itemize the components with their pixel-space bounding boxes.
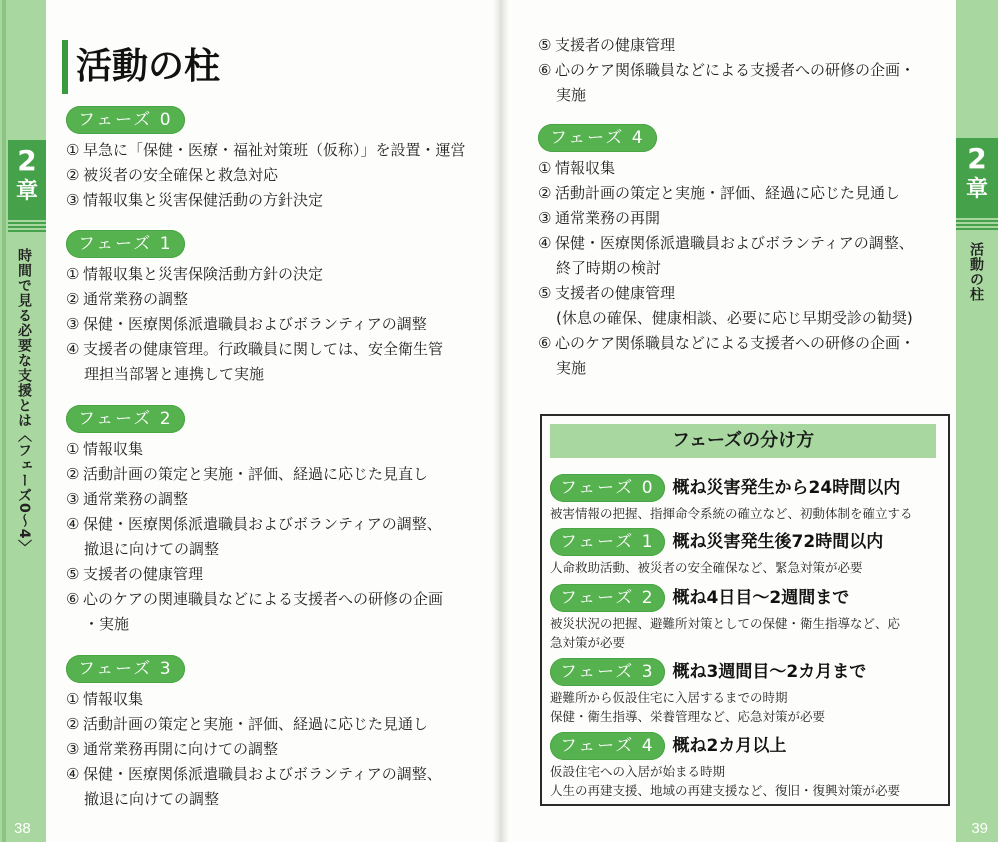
chapter-number: 2 (17, 144, 37, 177)
list-item: ⑥ 心のケア関係職員などによる支援者への研修の企画・ (538, 334, 916, 352)
phase-label: フェーズ 3 (550, 658, 665, 686)
list-item: ② 通常業務の調整 (66, 290, 189, 308)
phase-heading: 概ね4日目〜2週間まで (672, 588, 850, 608)
chapter-divider-left (8, 222, 46, 232)
list-item-continuation: 実施 (556, 359, 587, 377)
phase-items (538, 33, 915, 108)
list-item: ⑥ 心のケア関係職員などによる支援者への研修の企画・ (538, 61, 916, 79)
list-item: ③ 通常業務の調整 (66, 490, 189, 508)
box-phase-4 (550, 732, 900, 800)
list-item: ④ 保健・医療関係派遣職員およびボランティアの調整、 (66, 515, 442, 533)
phase-heading: 概ね災害発生後72時間以内 (672, 532, 884, 552)
list-item: ⑤ 支援者の健康管理 (66, 565, 204, 583)
phase-heading: 概ね2カ月以上 (672, 736, 787, 756)
phase-desc: 仮設住宅への入居が始まる時期 (550, 764, 726, 779)
phase-classification-box (540, 414, 950, 806)
phase-0-section (66, 106, 466, 213)
page-number-right: 39 (971, 820, 988, 837)
phase-label: フェーズ 4 (550, 732, 665, 760)
phase-items (66, 138, 466, 213)
list-item: ② 活動計画の策定と実施・評価、経過に応じた見直し (66, 465, 429, 483)
list-item: ⑥ 心のケアの関連職員などによる支援者への研修の企画 (66, 590, 444, 608)
box-phase-3 (550, 658, 866, 726)
phase-desc: 被災状況の把握、避難所対策としての保健・衛生指導など、応 (550, 616, 901, 631)
phase-heading: 概ね3週間目〜2カ月まで (672, 662, 867, 682)
phase-label: フェーズ 1 (550, 528, 665, 556)
phase-label: フェーズ 2 (550, 584, 665, 612)
page-number-left: 38 (14, 820, 31, 837)
box-phase-2 (550, 584, 900, 652)
list-item-continuation: ・実施 (84, 615, 130, 633)
list-item: ③ 情報収集と災害保健活動の方針決定 (66, 191, 324, 209)
list-item: ② 被災者の安全確保と救急対応 (66, 166, 279, 184)
phase-1-section (66, 230, 443, 387)
list-item: ③ 通常業務再開に向けての調整 (66, 740, 279, 758)
sidebar-strip (2, 0, 6, 842)
phase-label: フェーズ 1 (66, 230, 185, 258)
phase-desc: 人生の再建支援、地域の再建支援など、復旧・復興対策が必要 (550, 783, 901, 798)
chapter-caption-left: 時間で見る必要な支援とは〈フェーズ0〜4〉 (16, 248, 32, 555)
phase-label: フェーズ 3 (66, 655, 185, 683)
book-gutter (493, 0, 509, 842)
phase-items (66, 437, 443, 637)
list-item-continuation: 理担当部署と連携して実施 (84, 365, 265, 383)
chapter-badge-left (8, 140, 46, 220)
phase-desc: 避難所から仮設住宅に入居するまでの時期 (550, 690, 788, 705)
list-item: ① 情報収集 (66, 690, 144, 708)
phase-4-section (538, 124, 915, 381)
chapter-caption-right: 活動の柱 (968, 242, 984, 302)
list-item: ③ 通常業務の再開 (538, 209, 661, 227)
list-item: ④ 保健・医療関係派遣職員およびボランティアの調整、 (66, 765, 442, 783)
list-item-continuation: (休息の確保、健康相談、必要に応じ早期受診の勧奨) (556, 309, 913, 327)
box-phase-1 (550, 528, 883, 577)
chapter-divider-right (956, 220, 998, 230)
phase-desc: 人命救助活動、被災者の安全確保など、緊急対策が必要 (550, 560, 863, 575)
list-item: ① 早急に「保健・医療・福祉対策班（仮称）」を設置・運営 (66, 141, 466, 159)
list-item-continuation: 撤退に向けての調整 (84, 540, 220, 558)
list-item-continuation: 撤退に向けての調整 (84, 790, 220, 808)
list-item-continuation: 実施 (556, 86, 587, 104)
list-item: ③ 保健・医療関係派遣職員およびボランティアの調整 (66, 315, 427, 333)
list-item: ② 活動計画の策定と実施・評価、経過に応じた見通し (66, 715, 429, 733)
box-title: フェーズの分け方 (550, 424, 936, 458)
phase-desc: 被害情報の把握、指揮命令系統の確立など、初動体制を確立する (550, 506, 913, 521)
list-item: ④ 保健・医療関係派遣職員およびボランティアの調整、 (538, 234, 914, 252)
list-item: ② 活動計画の策定と実施・評価、経過に応じた見通し (538, 184, 901, 202)
phase-items (66, 262, 443, 387)
page-title: 活動の柱 (76, 46, 221, 87)
phase-desc: 急対策が必要 (550, 635, 626, 650)
phase-3-section (66, 655, 442, 812)
list-item: ⑤ 支援者の健康管理 (538, 36, 676, 54)
phase-3-continued (538, 33, 915, 108)
phase-label: フェーズ 0 (550, 474, 665, 502)
right-chapter-sidebar (956, 0, 998, 842)
list-item: ④ 支援者の健康管理。行政職員に関しては、安全衛生管 (66, 340, 444, 358)
phase-label: フェーズ 4 (538, 124, 657, 152)
phase-2-section (66, 405, 443, 637)
list-item: ① 情報収集と災害保険活動方針の決定 (66, 265, 324, 283)
phase-label: フェーズ 2 (66, 405, 185, 433)
list-item: ① 情報収集 (538, 159, 616, 177)
list-item: ① 情報収集 (66, 440, 144, 458)
chapter-kanji: 章 (965, 177, 988, 202)
phase-heading: 概ね災害発生から24時間以内 (672, 478, 901, 498)
title-accent-bar (62, 40, 68, 94)
chapter-kanji: 章 (15, 179, 38, 204)
phase-items (538, 156, 915, 381)
chapter-number: 2 (967, 142, 987, 175)
list-item: ⑤ 支援者の健康管理 (538, 284, 676, 302)
phase-items (66, 687, 442, 812)
list-item-continuation: 終了時期の検討 (556, 259, 662, 277)
phase-label: フェーズ 0 (66, 106, 185, 134)
chapter-badge-right (956, 138, 998, 218)
phase-desc: 保健・衛生指導、栄養管理など、応急対策が必要 (550, 709, 826, 724)
box-phase-0 (550, 474, 913, 523)
